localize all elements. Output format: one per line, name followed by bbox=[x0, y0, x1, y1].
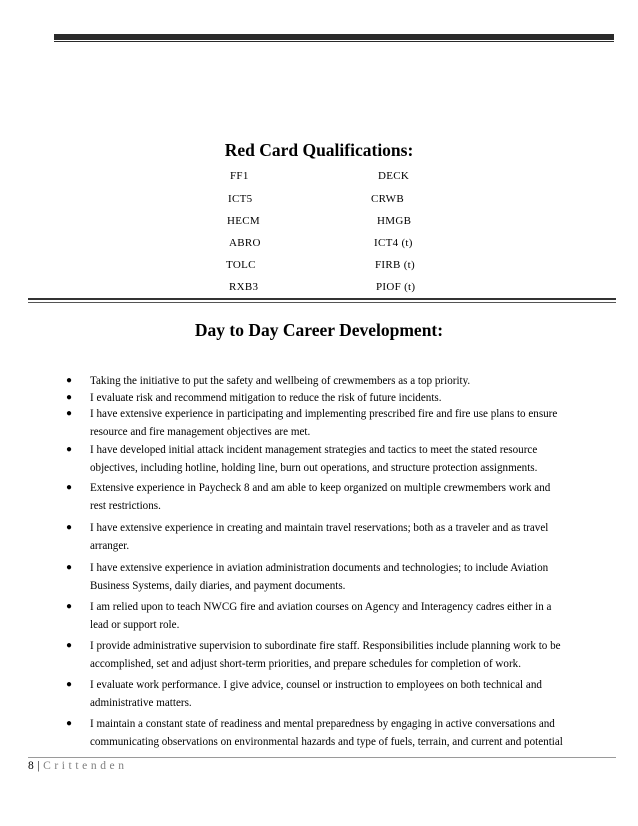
list-item-line: accomplished, set and adjust short-term priorities, and prepare schedules for completion of work. bbox=[90, 658, 521, 670]
bullet-icon: ● bbox=[66, 718, 73, 729]
qualification-code: FF1 bbox=[230, 170, 249, 182]
bullet-icon: ● bbox=[66, 482, 73, 493]
bullet-icon: ● bbox=[66, 408, 73, 419]
list-item-text bbox=[90, 441, 590, 477]
list-item-line: I provide administrative supervision to subordinate fire staff. Responsibilities include planning work to be bbox=[90, 640, 561, 652]
footer-rule bbox=[28, 757, 616, 758]
header-rule bbox=[54, 34, 614, 40]
qualification-code: HMGB bbox=[377, 215, 412, 227]
list-item-text bbox=[90, 559, 590, 595]
section-divider-thin bbox=[28, 302, 616, 303]
qualification-code: ABRO bbox=[229, 237, 261, 249]
bullet-icon: ● bbox=[66, 375, 73, 386]
list-item-text bbox=[90, 715, 590, 751]
list-item-text bbox=[90, 372, 590, 390]
list-item-line: arranger. bbox=[90, 540, 130, 552]
list-item-line: objectives, including hotline, holding line, burn out operations, and structure protection assignments. bbox=[90, 462, 538, 474]
bullet-icon: ● bbox=[66, 640, 73, 651]
author-name: Crittenden bbox=[43, 760, 128, 772]
section-divider bbox=[28, 298, 616, 300]
list-item-line: Business Systems, daily diaries, and payment documents. bbox=[90, 580, 346, 592]
list-item bbox=[66, 441, 586, 477]
qualification-code: ICT5 bbox=[228, 193, 253, 205]
qualification-code: PIOF (t) bbox=[376, 281, 416, 293]
qualification-code: FIRB (t) bbox=[375, 259, 415, 271]
list-item-line: I evaluate work performance. I give advice, counsel or instruction to employees on both technical and bbox=[90, 679, 542, 691]
list-item-line: resource and fire management objectives are met. bbox=[90, 426, 311, 438]
list-item-text bbox=[90, 676, 590, 712]
list-item bbox=[66, 519, 586, 555]
list-item-line: administrative matters. bbox=[90, 697, 192, 709]
list-item-line: communicating observations on environmental hazards and type of fuels, terrain, and current and potential bbox=[90, 736, 563, 748]
list-item-text bbox=[90, 637, 590, 673]
qualification-code: DECK bbox=[378, 170, 410, 182]
list-item-line: I evaluate risk and recommend mitigation to reduce the risk of future incidents. bbox=[90, 392, 442, 404]
bullet-icon: ● bbox=[66, 522, 73, 533]
list-item-text bbox=[90, 598, 590, 634]
bullet-icon: ● bbox=[66, 679, 73, 690]
list-item bbox=[66, 372, 586, 390]
qualification-code: ICT4 (t) bbox=[374, 237, 413, 249]
list-item bbox=[66, 598, 586, 634]
qualification-code: TOLC bbox=[226, 259, 256, 271]
list-item-line: I have extensive experience in participating and implementing prescribed fire and fire use plans to ensure bbox=[90, 408, 558, 420]
list-item bbox=[66, 479, 586, 515]
list-item-text bbox=[90, 479, 590, 515]
bullet-icon: ● bbox=[66, 392, 73, 403]
list-item-line: I have developed initial attack incident management strategies and tactics to meet the stated resource bbox=[90, 444, 538, 456]
bullet-icon: ● bbox=[66, 601, 73, 612]
list-item-line: Extensive experience in Paycheck 8 and am able to keep organized on multiple crewmembers work and bbox=[90, 482, 551, 494]
list-item-line: I maintain a constant state of readiness and mental preparedness by engaging in active conversations and bbox=[90, 718, 555, 730]
qualification-code: HECM bbox=[227, 215, 260, 227]
page-footer bbox=[28, 760, 128, 772]
list-item bbox=[66, 559, 586, 595]
qualification-code: CRWB bbox=[371, 193, 404, 205]
footer-separator: | bbox=[37, 760, 41, 772]
bullet-icon: ● bbox=[66, 444, 73, 455]
list-item-line: Taking the initiative to put the safety and wellbeing of crewmembers as a top priority. bbox=[90, 375, 471, 387]
list-item bbox=[66, 405, 586, 441]
list-item bbox=[66, 715, 586, 751]
career-development-heading: Day to Day Career Development: bbox=[194, 320, 444, 340]
list-item-line: I am relied upon to teach NWCG fire and aviation courses on Agency and Interagency cadres either in a bbox=[90, 601, 552, 613]
bullet-icon: ● bbox=[66, 562, 73, 573]
qualification-code: RXB3 bbox=[229, 281, 259, 293]
red-card-heading: Red Card Qualifications: bbox=[224, 140, 414, 160]
list-item-line: I have extensive experience in aviation administration documents and technologies; to include Aviation bbox=[90, 562, 549, 574]
list-item-text bbox=[90, 519, 590, 555]
list-item-line: I have extensive experience in creating and maintain travel reservations; both as a traveler and as travel bbox=[90, 522, 549, 534]
list-item-text bbox=[90, 405, 590, 441]
list-item bbox=[66, 676, 586, 712]
list-item bbox=[66, 637, 586, 673]
list-item-line: lead or support role. bbox=[90, 619, 180, 631]
page-number: 8 bbox=[28, 760, 35, 772]
header-rule-thin bbox=[54, 41, 614, 42]
list-item-line: rest restrictions. bbox=[90, 500, 161, 512]
